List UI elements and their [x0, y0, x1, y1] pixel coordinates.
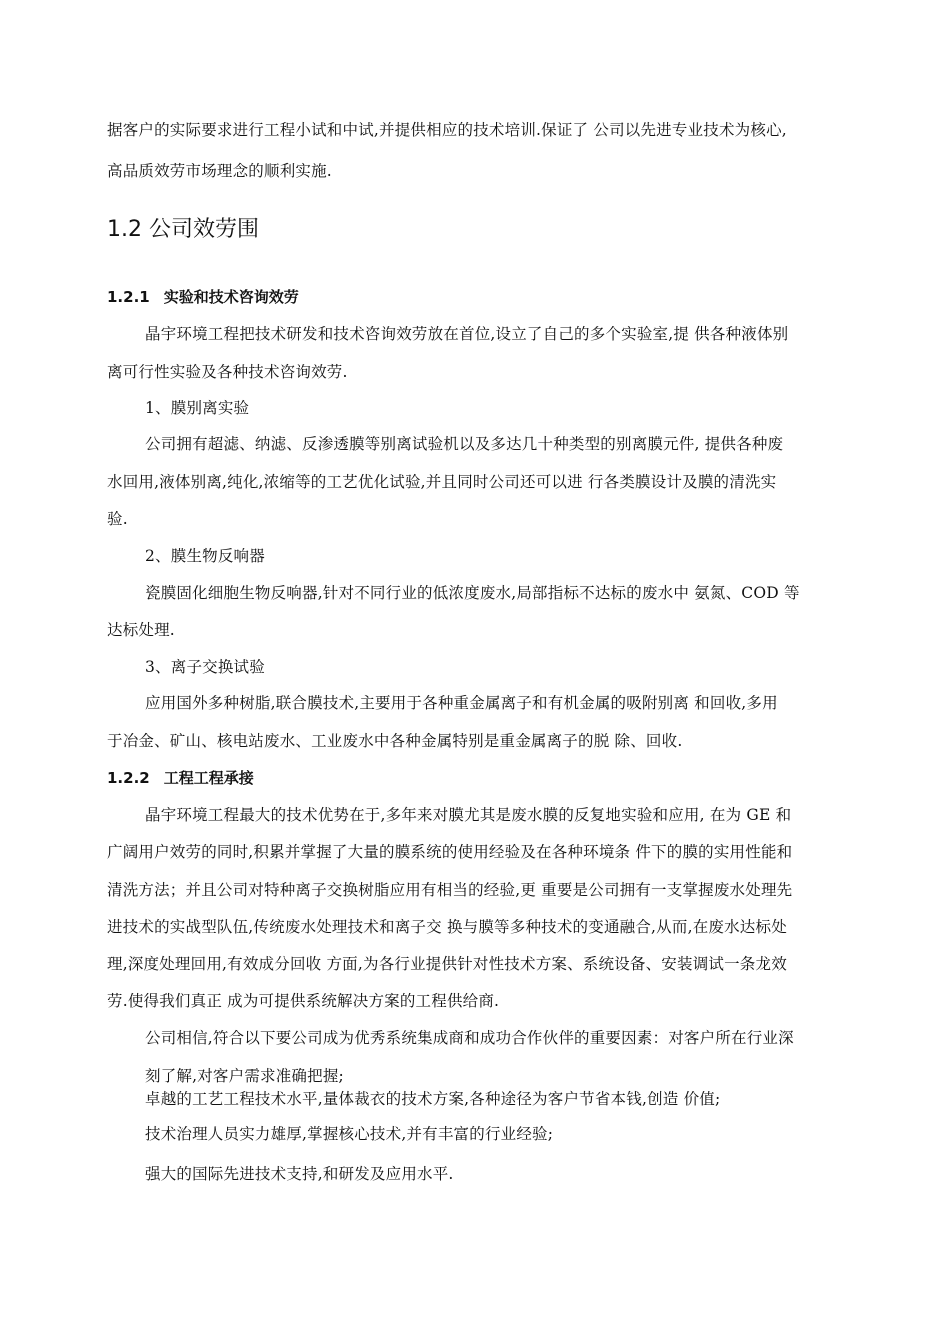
paragraph-line: 劳.使得我们真正 成为可提供系统解决方案的工程供给商. — [107, 992, 500, 1010]
paragraph-line: 于冶金、矿山、核电站废水、工业废水中各种金属特别是重金属离子的脱 除、回收. — [107, 732, 683, 750]
paragraph-line: 广阔用户效劳的同时,积累并掌握了大量的膜系统的使用经验及在各种环境条 件下的膜的实用性能和 — [107, 843, 793, 861]
section-heading: 1.2 公司效劳围 — [107, 217, 259, 242]
paragraph-line: 技术治理人员实力雄厚,掌握核心技术,并有丰富的行业经验; — [145, 1125, 554, 1143]
paragraph-line: 瓷膜固化细胞生物反响器,针对不同行业的低浓度废水,局部指标不达标的废水中 氨氮、COD 等 — [145, 584, 800, 602]
paragraph-line: 进技术的实战型队伍,传统废水处理技术和离子交 换与膜等多种技术的变通融合,从而,在废水达标处 — [107, 918, 787, 936]
paragraph-line: 验. — [107, 510, 128, 528]
subsection-number: 1.2.2 — [107, 769, 150, 787]
paragraph-line: 公司相信,符合以下要公司成为优秀系统集成商和成功合作伙伴的重要因素：对客户所在行业深 — [145, 1029, 794, 1047]
subsection-number: 1.2.1 — [107, 288, 150, 306]
paragraph-line: 水回用,液体别离,纯化,浓缩等的工艺优化试验,并且同时公司还可以进 行各类膜设计及膜的清洗实 — [107, 473, 777, 491]
paragraph-line: 理,深度处理回用,有效成分回收 方面,为各行业提供针对性技术方案、系统设备、安装调试一条龙效 — [107, 955, 787, 973]
paragraph-line: 应用国外多种树脂,联合膜技术,主要用于各种重金属离子和有机金属的吸附别离 和回收,多用 — [145, 694, 778, 712]
paragraph-line: 离可行性实验及各种技术咨询效劳. — [107, 363, 348, 381]
intro-line-2: 高品质效劳市场理念的顺利实施. — [107, 162, 332, 180]
paragraph-line: 达标处理. — [107, 621, 175, 639]
paragraph-line: 公司拥有超滤、纳滤、反渗透膜等别离试验机以及多达几十种类型的别离膜元件, 提供各种废 — [145, 435, 784, 453]
intro-line-1: 据客户的实际要求进行工程小试和中试,并提供相应的技术培训.保证了 公司以先进专业技术为核心, — [107, 121, 787, 139]
paragraph-line: 卓越的工艺工程技术水平,量体裁衣的技术方案,各种途径为客户节省本钱,创造 价值; — [145, 1090, 721, 1108]
list-item-title: 1、膜别离实验 — [145, 399, 250, 417]
subsection-heading-2 — [107, 768, 254, 788]
list-item-title: 2、膜生物反响器 — [145, 547, 265, 565]
paragraph-line: 晶宇环境工程把技术研发和技术咨询效劳放在首位,设立了自己的多个实验室,提 供各种液体别 — [145, 325, 789, 343]
subsection-title: 工程工程承接 — [163, 769, 254, 787]
list-item-title: 3、离子交换试验 — [145, 658, 265, 676]
subsection-heading-1 — [107, 287, 299, 307]
paragraph-line: 晶宇环境工程最大的技术优势在于,多年来对膜尤其是废水膜的反复地实验和应用, 在为 GE 和 — [145, 806, 792, 824]
paragraph-line: 强大的国际先进技术支持,和研发及应用水平. — [145, 1165, 454, 1183]
paragraph-line: 刻了解,对客户需求准确把握; — [145, 1067, 344, 1085]
paragraph-line: 清洗方法；并且公司对特种离子交换树脂应用有相当的经验,更 重要是公司拥有一支掌握废水处理先 — [107, 881, 793, 899]
subsection-title: 实验和技术咨询效劳 — [163, 288, 299, 306]
